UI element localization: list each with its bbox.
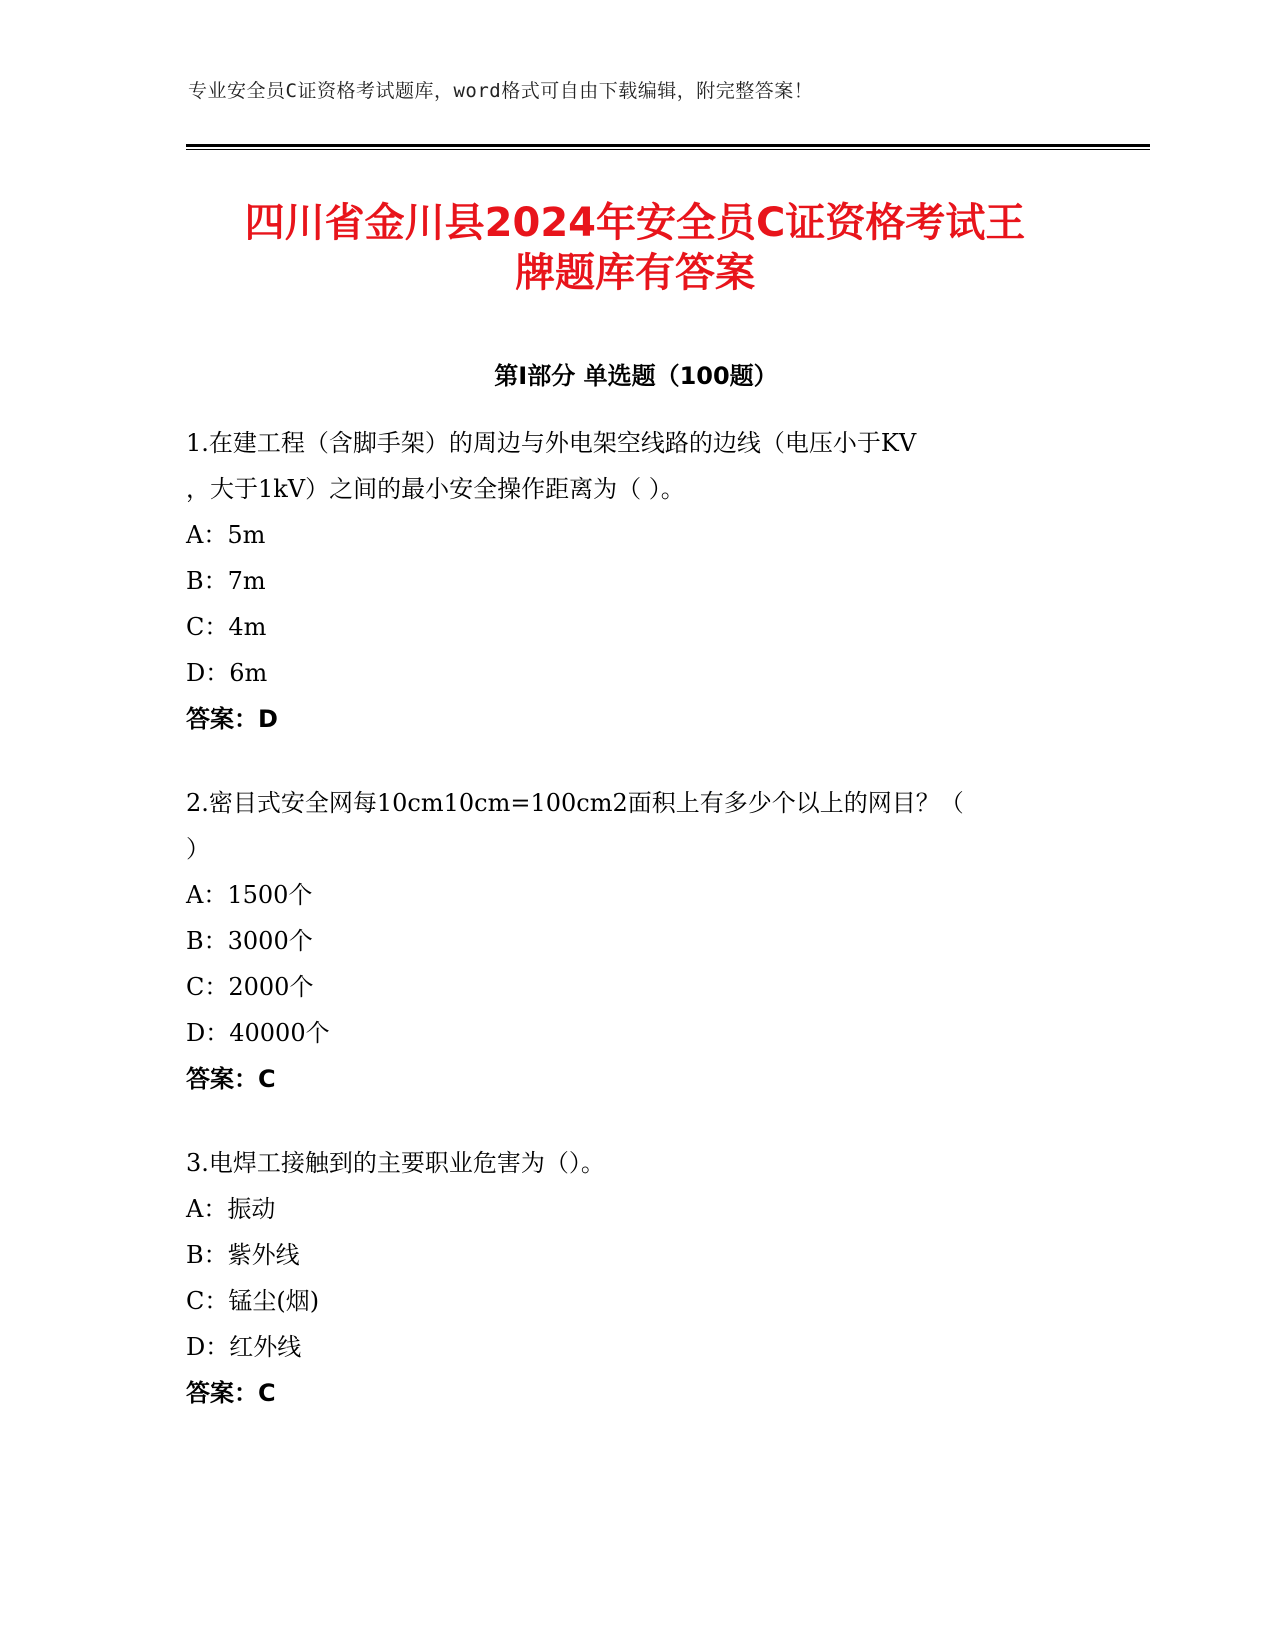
question-stem-line: ） bbox=[186, 835, 210, 863]
option-a: A：1500个 bbox=[186, 881, 313, 909]
option-c: C：锰尘(烟) bbox=[186, 1287, 320, 1315]
title-line: 牌题库有答案 bbox=[515, 250, 755, 296]
option-d: D：40000个 bbox=[186, 1019, 330, 1047]
header-rule-thin bbox=[186, 149, 1150, 150]
question-3 bbox=[186, 1140, 1076, 1416]
question-stem-line: 2.密目式安全网每10cm10cm=100cm2面积上有多少个以上的网目？（ bbox=[186, 789, 964, 817]
section-heading: 第Ⅰ部分 单选题（100题） bbox=[494, 362, 778, 390]
option-d: D：6m bbox=[186, 659, 268, 687]
option-d: D：红外线 bbox=[186, 1333, 302, 1361]
question-1 bbox=[186, 420, 1076, 742]
answer: 答案：C bbox=[186, 1065, 276, 1093]
document-title bbox=[186, 198, 1084, 298]
option-b: B：3000个 bbox=[186, 927, 313, 955]
question-stem-line: 1.在建工程（含脚手架）的周边与外电架空线路的边线（电压小于KV bbox=[186, 429, 917, 457]
option-a: A：5m bbox=[186, 521, 266, 549]
option-b: B：7m bbox=[186, 567, 266, 595]
answer: 答案：C bbox=[186, 1379, 276, 1407]
header-rule-thick bbox=[186, 144, 1150, 147]
option-a: A：振动 bbox=[186, 1195, 276, 1223]
question-2 bbox=[186, 780, 1076, 1102]
option-c: C：2000个 bbox=[186, 973, 314, 1001]
question-stem-line: 3.电焊工接触到的主要职业危害为（）。 bbox=[186, 1149, 605, 1177]
option-c: C：4m bbox=[186, 613, 267, 641]
option-b: B：紫外线 bbox=[186, 1241, 300, 1269]
header-note: 专业安全员C证资格考试题库，word格式可自由下载编辑，附完整答案！ bbox=[188, 80, 814, 102]
title-line: 四川省金川县2024年安全员C证资格考试王 bbox=[244, 200, 1026, 246]
question-stem-line: ，大于1kV）之间的最小安全操作距离为（ ）。 bbox=[186, 475, 685, 503]
answer: 答案：D bbox=[186, 705, 278, 733]
